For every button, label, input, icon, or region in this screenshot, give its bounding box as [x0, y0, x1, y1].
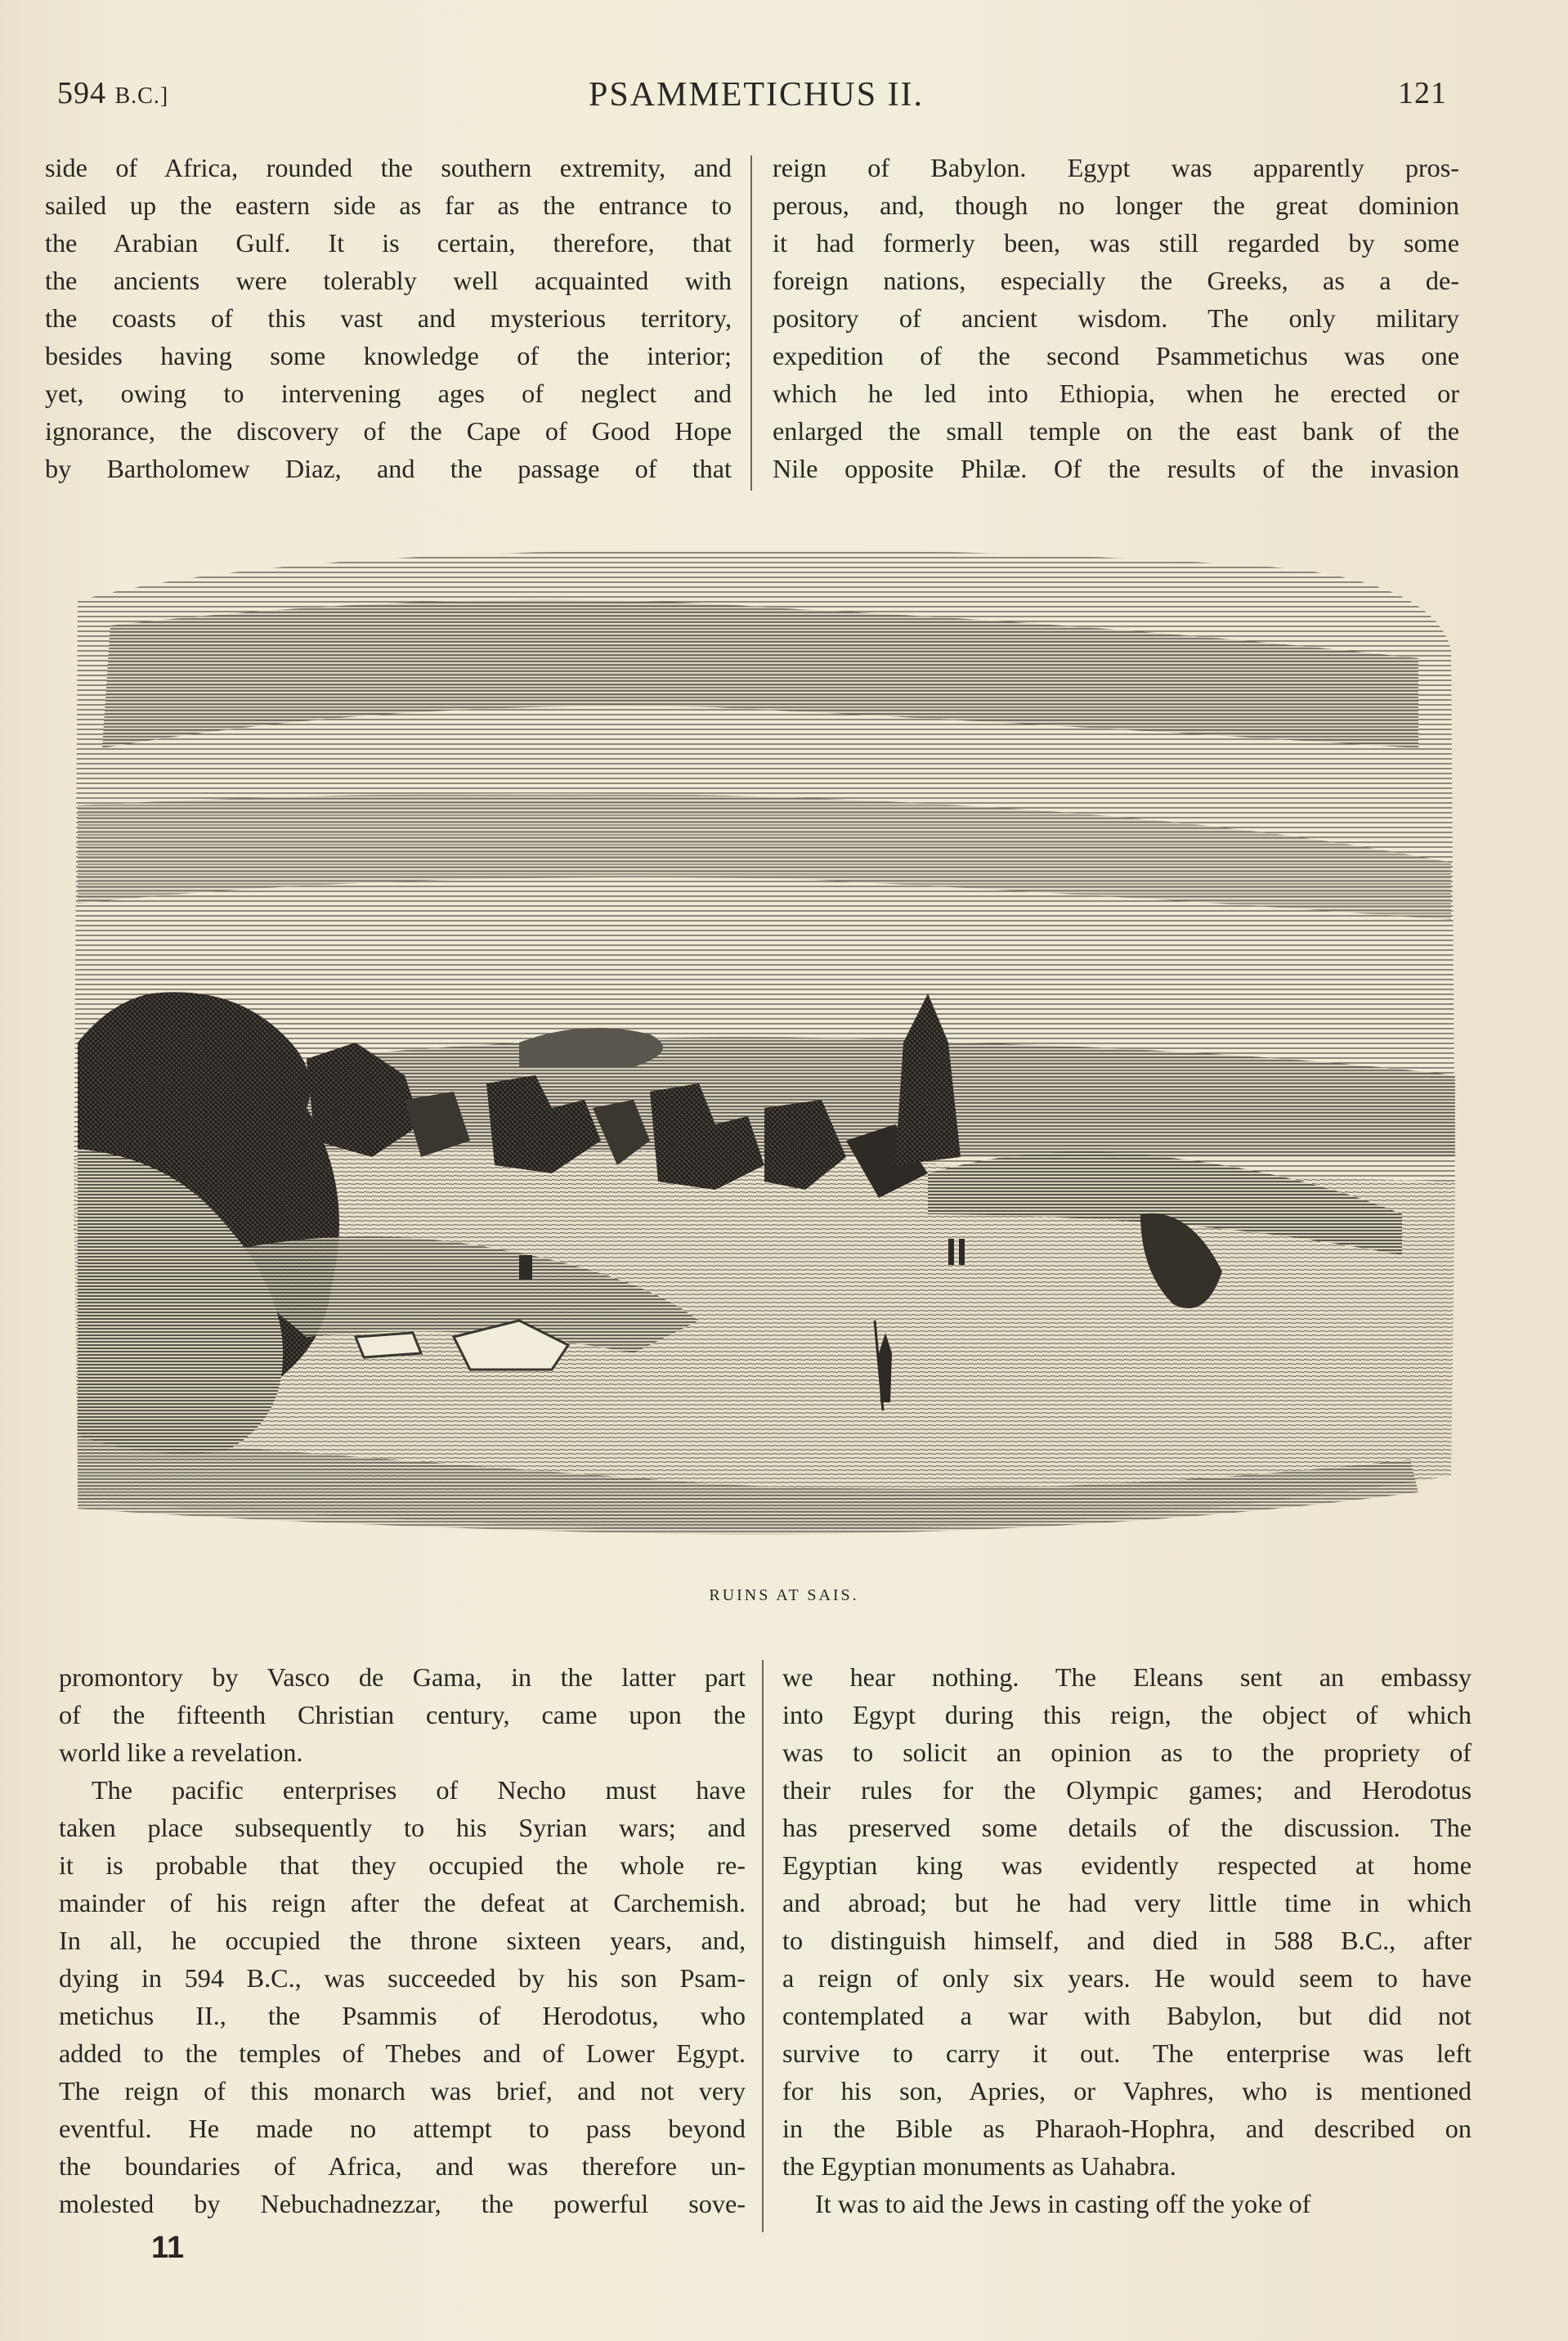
text-line: in the Bible as Pharaoh-Hophra, and described on: [782, 2114, 1472, 2143]
text-line: yet, owing to intervening ages of neglect and: [45, 379, 732, 408]
text-line: was to solicit an opinion as to the propriety of: [782, 1738, 1472, 1767]
text-line: survive to carry it out. The enterprise was left: [782, 2038, 1472, 2068]
text-line: which he led into Ethiopia, when he erected or: [773, 379, 1459, 408]
text-line: contemplated a war with Babylon, but did not: [782, 2001, 1472, 2030]
text-column-top-right: [773, 149, 1459, 487]
text-line: for his son, Apries, or Vaphres, who is mentioned: [782, 2076, 1472, 2106]
text-column-bottom-right: [782, 1658, 1472, 2222]
text-line: added to the temples of Thebes and of Lower Egypt.: [59, 2038, 746, 2068]
page-number: 121: [1398, 76, 1447, 110]
text-line: eventful. He made no attempt to pass beyond: [59, 2114, 746, 2143]
text-line: their rules for the Olympic games; and Herodotus: [782, 1775, 1472, 1805]
text-line: the ancients were tolerably well acquainted with: [45, 266, 732, 295]
text-line: dying in 594 B.C., was succeeded by his son Psam-: [59, 1963, 746, 1993]
text-line: Egyptian king was evidently respected at home: [782, 1850, 1472, 1880]
text-line: The reign of this monarch was brief, and not very: [59, 2076, 746, 2106]
text-line: it had formerly been, was still regarded by some: [773, 228, 1459, 258]
text-line: perous, and, though no longer the great dominion: [773, 191, 1459, 220]
column-rule-bottom: [762, 1660, 764, 2232]
text-line: to distinguish himself, and died in 588 B.C., after: [782, 1926, 1472, 1955]
text-line: mainder of his reign after the defeat at Carchemish.: [59, 1888, 746, 1917]
text-line: it is probable that they occupied the whole re-: [59, 1850, 746, 1880]
text-line: sailed up the eastern side as far as the entrance to: [45, 191, 732, 220]
text-line: reign of Babylon. Egypt was apparently pros-: [773, 153, 1459, 182]
text-line: besides having some knowledge of the interior;: [45, 341, 732, 370]
text-line: ignorance, the discovery of the Cape of Good Hope: [45, 416, 732, 446]
text-line: the boundaries of Africa, and was therefore un-: [59, 2151, 746, 2181]
text-line: of the fifteenth Christian century, came upon the: [59, 1700, 746, 1729]
text-line: enlarged the small temple on the east bank of the: [773, 416, 1459, 446]
text-line: expedition of the second Psammetichus was one: [773, 341, 1459, 370]
text-line: the Egyptian monuments as Uahabra.: [782, 2151, 1176, 2181]
text-line: taken place subsequently to his Syrian wars; and: [59, 1813, 746, 1842]
text-line: world like a revelation.: [59, 1738, 303, 1767]
running-head: [57, 75, 1447, 124]
text-line: metichus II., the Psammis of Herodotus, who: [59, 2001, 746, 2030]
printer-signature-mark: 11: [151, 2231, 185, 2265]
illustration-caption: RUINS AT SAIS.: [709, 1586, 859, 1604]
text-line: The pacific enterprises of Necho must have: [92, 1775, 746, 1805]
text-line: and abroad; but he had very little time in which: [782, 1888, 1472, 1917]
text-line: Nile opposite Philæ. Of the results of the invasion: [773, 454, 1459, 483]
text-column-top-left: [45, 149, 732, 487]
text-line: by Bartholomew Diaz, and the passage of that: [45, 454, 732, 483]
text-line: has preserved some details of the discussion. The: [782, 1813, 1472, 1842]
column-rule-top: [750, 155, 752, 491]
running-head-date: 594 B.C.]: [57, 76, 169, 110]
text-line: pository of ancient wisdom. The only military: [773, 303, 1459, 333]
text-line: side of Africa, rounded the southern extremity, and: [45, 153, 732, 182]
text-line: a reign of only six years. He would seem to have: [782, 1963, 1472, 1993]
text-line: we hear nothing. The Eleans sent an embassy: [782, 1662, 1472, 1692]
text-line: promontory by Vasco de Gama, in the latter part: [59, 1662, 746, 1692]
text-line: In all, he occupied the throne sixteen years, and,: [59, 1926, 746, 1955]
engraving-illustration: [61, 536, 1467, 1558]
running-head-title: PSAMMETICHUS II.: [589, 76, 925, 114]
text-column-bottom-left: [59, 1658, 746, 2222]
text-line: the coasts of this vast and mysterious territory,: [45, 303, 732, 333]
text-line: foreign nations, especially the Greeks, as a de-: [773, 266, 1459, 295]
text-line: molested by Nebuchadnezzar, the powerful sove-: [59, 2189, 746, 2218]
text-line: the Arabian Gulf. It is certain, therefore, that: [45, 228, 732, 258]
text-line: It was to aid the Jews in casting off the yoke of: [815, 2189, 1311, 2218]
text-line: into Egypt during this reign, the object of which: [782, 1700, 1472, 1729]
